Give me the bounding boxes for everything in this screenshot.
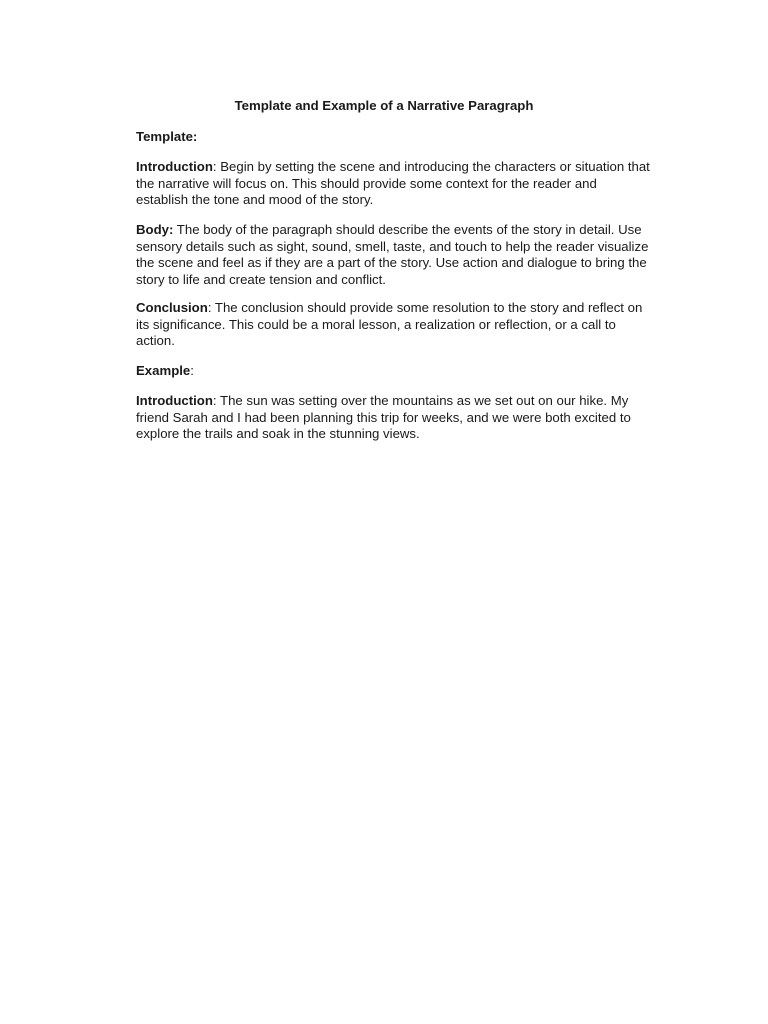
conclusion-text: The conclusion should provide some resolution to the story and reflect on its significance. This could be a moral lesson, a realization or reflection, or a call to action. (136, 300, 643, 348)
template-introduction-paragraph (136, 159, 652, 209)
example-heading-label: Example (136, 363, 191, 378)
example-heading (136, 362, 194, 379)
introduction-separator: : (212, 159, 217, 174)
example-heading-separator: : (190, 363, 194, 378)
conclusion-label: Conclusion (136, 300, 208, 315)
template-heading: Template: (136, 129, 198, 144)
example-introduction-label: Introduction (136, 393, 213, 408)
body-text: The body of the paragraph should describe the events of the story in detail. Use sensory details such as sight, sound, smell, taste, and touch to help the reader visualize the scene and feel as if they are a part of the story. Use action and dialogue to bring the story to life and create tension and conflict. (136, 222, 649, 287)
example-introduction-separator: : (212, 393, 217, 408)
template-conclusion-paragraph (136, 300, 652, 350)
introduction-text: Begin by setting the scene and introducing the characters or situation that the narrative will focus on. This should provide some context for the reader and establish the tone and mood of the story. (136, 159, 650, 207)
example-introduction-paragraph (136, 393, 652, 443)
example-introduction-text: The sun was setting over the mountains as we set out on our hike. My friend Sarah and I had been planning this trip for weeks, and we were both excited to explore the trails and soak in the stunning views. (136, 393, 631, 441)
introduction-label: Introduction (136, 159, 213, 174)
template-body-paragraph (136, 222, 652, 288)
body-label: Body: (136, 222, 174, 237)
conclusion-separator: : (207, 300, 212, 315)
document-title: Template and Example of a Narrative Paragraph (234, 98, 534, 113)
